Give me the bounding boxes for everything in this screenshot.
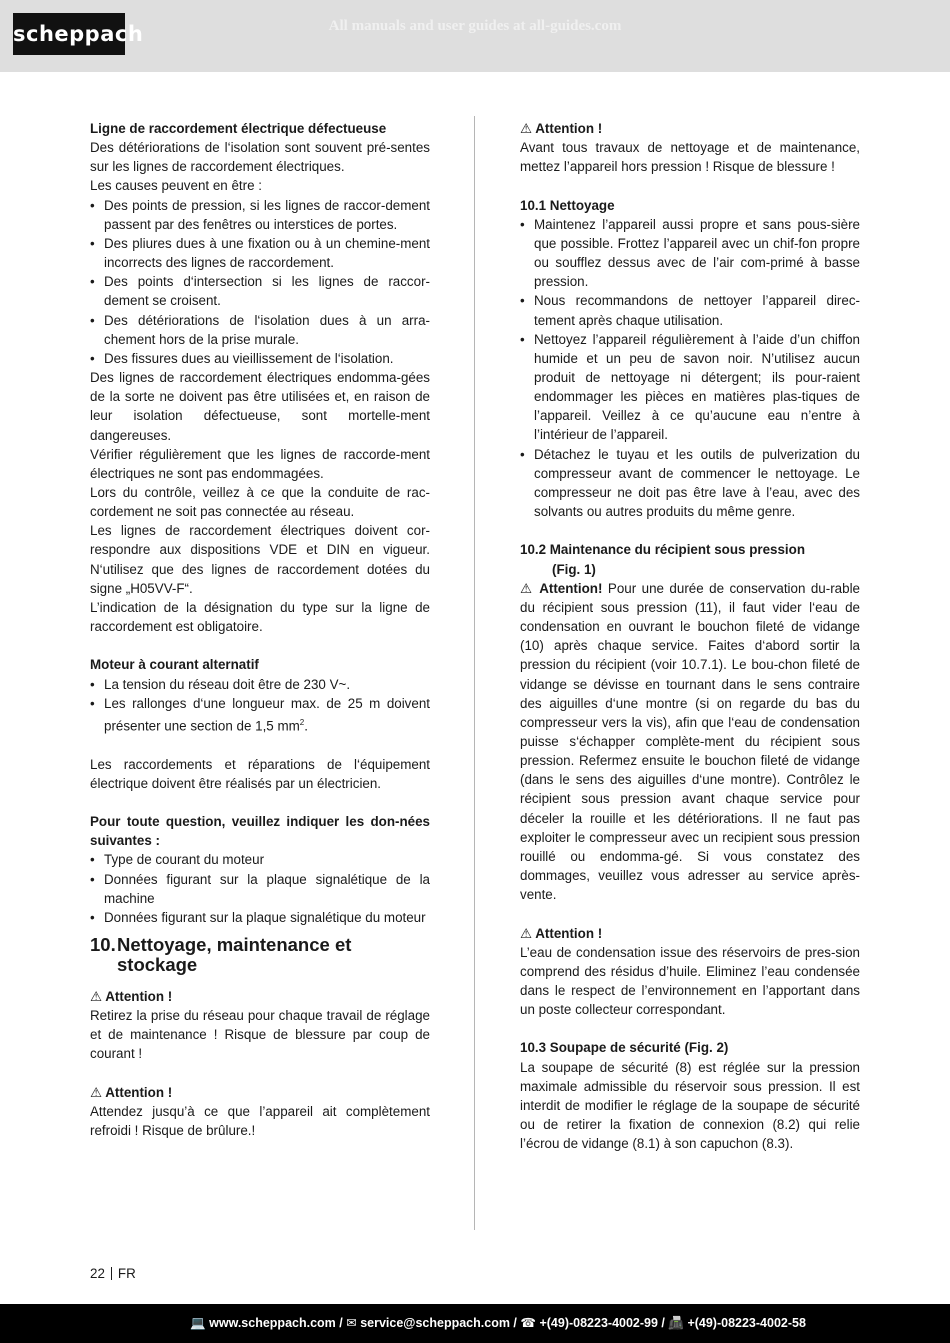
- list-item-end: .: [304, 718, 308, 734]
- footer-phone: +(49)-08223-4002-99 /: [539, 1316, 665, 1330]
- right-column: [520, 119, 860, 1153]
- section-title-maintenance-fig: (Fig. 1): [552, 561, 596, 577]
- list-item: • Type de courant du moteur: [90, 850, 430, 869]
- section-title-questions: Pour toute question, veuillez indiquer les don-nées suivantes :: [90, 814, 430, 849]
- section-title-ligne: Ligne de raccordement électrique défectueuse: [90, 121, 387, 136]
- page-language: FR: [117, 1266, 136, 1281]
- chapter-heading: [90, 935, 430, 975]
- paragraph-text: Pour une durée de conservation du-rable du récipient sous pression (11), il faut vider l‘eau de condensation en ouvrant le bouchon fileté de vidange (10) après chaque service. Faites d‘abord sortir la pression du récipient (voir 10.7.1). Le bou-chon fileté de vidange se dévisse en tournant dans le sens contraire des aiguilles d‘une montre (si on regarde du bas du compresseur vers la vis), afin que l‘eau de condensation puisse s‘échapper complète-ment du récipient sous pression. Refermez ensuite le bouchon fileté de vidange (dans le sens des aiguilles d‘une montre). Contrôlez le récipient sous pression avant chaque service pour déceler la rouille et les détériorations. Il ne faut pas exploiter le compresseur avec un recipient sous pression rouillé ou endomma-gé. Si vous constatez des dommages, veuillez vous adresser au service après-vente.: [520, 580, 860, 903]
- chapter-title: Nettoyage, maintenance et stockage: [117, 933, 352, 975]
- paragraph: L’indication de la désignation du type sur la ligne de raccordement est obligatoire.: [90, 599, 430, 635]
- left-column: [90, 119, 430, 1140]
- warning-icon: ⚠: [520, 580, 534, 596]
- watermark: All manuals and user guides at all-guides.com: [328, 18, 622, 34]
- chapter-number: 10.: [90, 933, 116, 955]
- mail-icon: ✉: [346, 1316, 357, 1330]
- warning-icon: ⚠: [520, 121, 533, 136]
- paragraph: Lors du contrôle, veillez à ce que la conduite de rac-cordement ne soit pas connectée au réseau.: [90, 484, 430, 520]
- list-item: • La tension du réseau doit être de 230 V~.: [90, 675, 430, 694]
- attention-heading: [90, 987, 430, 1006]
- paragraph: Les raccordements et réparations de l‘équipement électrique doivent être réalisés par un électricien.: [90, 756, 430, 791]
- attention-label: Attention !: [105, 1084, 173, 1100]
- list-item: • Des points de pression, si les lignes de raccor-dement passent par des fenêtres ou interstices de portes.: [90, 196, 430, 234]
- paragraph: Attendez jusqu’à ce que l’appareil ait complètement refroidi ! Risque de brûlure.!: [90, 1103, 430, 1139]
- superscript: 2: [299, 717, 305, 727]
- top-bar: [0, 0, 950, 72]
- attention-label: Attention !: [105, 988, 173, 1004]
- footer-email-link[interactable]: service@scheppach.com /: [360, 1316, 517, 1330]
- list-item: • Données figurant sur la plaque signalétique du moteur: [90, 908, 430, 927]
- list-item: • Détachez le tuyau et les outils de pulverization du compresseur avant de commencer le nettoyage. Le compresseur ne doit pas être lave à l’eau, avec des solvants ou autres produits du même genre.: [520, 445, 860, 522]
- section-title-nettoyage: 10.1 Nettoyage: [520, 197, 615, 213]
- page-number: [90, 1266, 136, 1281]
- warning-icon: ⚠: [90, 988, 103, 1004]
- page-separator: [111, 1267, 112, 1280]
- warning-icon: ⚠: [90, 1084, 103, 1100]
- section-title-soupape: 10.3 Soupape de sécurité (Fig. 2): [520, 1040, 729, 1056]
- paragraph: La soupape de sécurité (8) est réglée sur la pression maximale admissible du réservoir sous pression. Il est interdit de modifier le réglage de la soupape de sécurité ou de retirer la fixation de connexion (8.2) qui relie l’écrou de vidange (8.1) à son capuchon (8.3).: [520, 1059, 860, 1152]
- footer-website-link[interactable]: www.scheppach.com /: [209, 1316, 343, 1330]
- list-item-text: Les rallonges d‘une longueur max. de 25 m doivent présenter une section de 1,5 mm: [104, 695, 430, 734]
- phone-icon: ☎: [520, 1316, 536, 1330]
- attention-label: Attention!: [539, 580, 603, 596]
- list-item: • Données figurant sur la plaque signalétique de la machine: [90, 870, 430, 908]
- paragraph: L’eau de condensation issue des réservoirs de pres-sion comprend des résidus d’huile. Eliminez l’eau condensée dans le respect de l’environnement en l’apportant dans un poste collecteur correspondant.: [520, 944, 860, 1018]
- attention-label: Attention !: [535, 121, 603, 136]
- footer-bar: [0, 1304, 950, 1343]
- list-item: • Des pliures dues à une fixation ou à un chemine-ment incorrects des lignes de raccordement.: [90, 234, 430, 272]
- paragraph: Des lignes de raccordement électriques endomma-gées de la sorte ne doivent pas être utilisées et, en raison de leur isolation défectueuse, sont mortelle-ment dangereuses.: [90, 370, 430, 443]
- list-item: • Des fissures dues au vieillissement de l‘isolation.: [90, 349, 430, 368]
- paragraph: Retirez la prise du réseau pour chaque travail de réglage et de maintenance ! Risque de blessure par coup de courant !: [90, 1008, 430, 1062]
- list-item: • Maintenez l’appareil aussi propre et sans pous-sière que possible. Frottez l’appareil avec un chif-fon propre ou soufflez dessus avec de l’air com-primé à basse pression.: [520, 215, 860, 292]
- list-item: • Nous recommandons de nettoyer l’appareil direc-tement après chaque utilisation.: [520, 291, 860, 329]
- paragraph: Vérifier régulièrement que les lignes de raccorde-ment électriques ne sont pas endommagées.: [90, 446, 430, 481]
- list-item: • Nettoyez l’appareil régulièrement à l’aide d’un chiffon humide et un peu de savon noir. N’utilisez aucun produit de nettoyage ni détergent; ils pour-raient endommager les pièces en matières plas-tiques de l’appareil. Veillez à ce qu’aucune eau n’entre à l’intérieur de l’appareil.: [520, 330, 860, 445]
- paragraph: Les causes peuvent en être :: [90, 178, 262, 194]
- section-title-maintenance: 10.2 Maintenance du récipient sous pression: [520, 542, 806, 558]
- paragraph: Des détériorations de l‘isolation sont souvent pré-sentes sur les lignes de raccordement électriques.: [90, 140, 430, 175]
- attention-heading: [520, 119, 860, 138]
- section-title-moteur: Moteur à courant alternatif: [90, 657, 259, 673]
- fax-icon: 📠: [668, 1316, 684, 1330]
- attention-heading: [520, 924, 860, 943]
- list-item: • Des points d‘intersection si les lignes de raccor-dement se croisent.: [90, 272, 430, 310]
- list-item: [90, 694, 430, 736]
- paragraph: Les lignes de raccordement électriques doivent cor-respondre aux dispositions VDE et DIN en vigueur. N‘utilisez que des lignes de raccordement dotées du signe „H05VV-F“.: [90, 523, 430, 596]
- scheppach-logo: scheppach: [13, 13, 125, 55]
- column-divider: [474, 116, 475, 1230]
- footer-fax: +(49)-08223-4002-58: [687, 1316, 806, 1330]
- computer-icon: 💻: [190, 1316, 206, 1330]
- attention-label: Attention !: [535, 925, 603, 941]
- attention-heading: [90, 1083, 430, 1102]
- paragraph: Avant tous travaux de nettoyage et de maintenance, mettez l’appareil hors pression ! Risque de blessure !: [520, 140, 860, 175]
- paragraph: [520, 579, 860, 905]
- list-item: • Des détériorations de l‘isolation dues à un arra-chement hors de la prise murale.: [90, 311, 430, 349]
- warning-icon: ⚠: [520, 925, 533, 941]
- page-number-value: 22: [90, 1266, 105, 1281]
